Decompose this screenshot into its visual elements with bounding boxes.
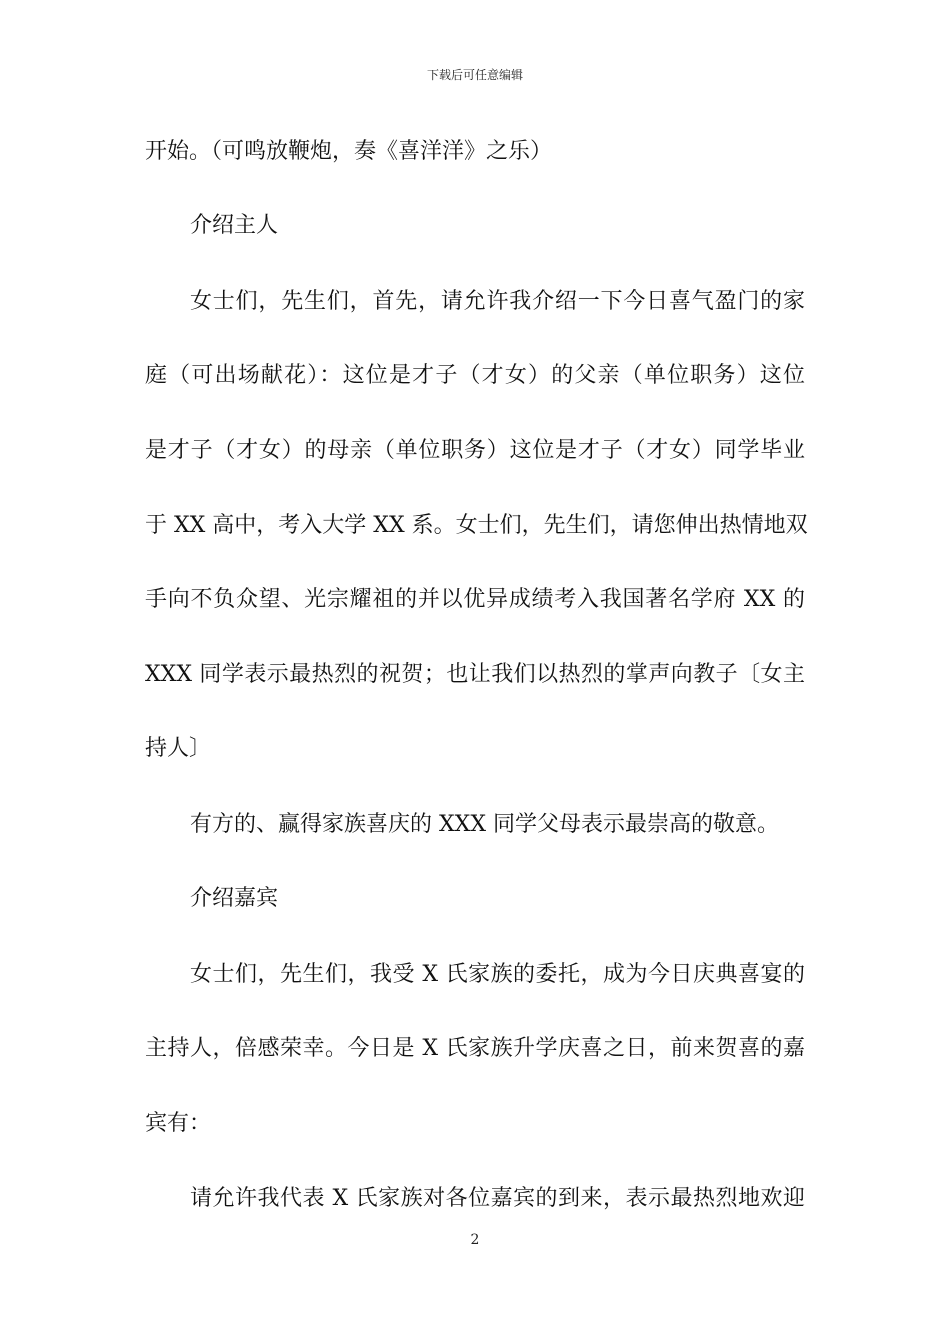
text-line: XXX 同学表示最热烈的祝贺；也让我们以热烈的掌声向教子〔女主 <box>145 662 805 687</box>
text-line: 于 XX 高中，考入大学 XX 系。女士们，先生们，请您伸出热情地双 <box>145 513 808 538</box>
text-line: 宾有： <box>145 1111 212 1136</box>
text-line: 女士们，先生们，我受 X 氏家族的委托，成为今日庆典喜宴的 <box>190 962 805 987</box>
text-line: 是才子（才女）的母亲（单位职务）这位是才子（才女）同学毕业 <box>145 438 805 463</box>
page-header: 下载后可任意编辑 <box>426 68 523 82</box>
page-number: 2 <box>470 1232 480 1248</box>
text-line: 手向不负众望、光宗耀祖的并以优异成绩考入我国著名学府 XX 的 <box>145 587 805 612</box>
text-line: 女士们，先生们，首先，请允许我介绍一下今日喜气盈门的家 <box>190 289 805 314</box>
text-line: 开始。（可鸣放鞭炮，奏《喜洋洋》之乐） <box>145 139 553 164</box>
text-line: 主持人，倍感荣幸。今日是 X 氏家族升学庆喜之日，前来贺喜的嘉 <box>145 1036 805 1061</box>
text-line: 庭（可出场献花）：这位是才子（才女）的父亲（单位职务）这位 <box>145 363 805 388</box>
section-heading: 介绍嘉宾 <box>190 886 279 911</box>
text-line: 持人〕 <box>145 736 212 761</box>
text-line: 请允许我代表 X 氏家族对各位嘉宾的到来，表示最热烈地欢迎 <box>190 1186 805 1211</box>
section-heading: 介绍主人 <box>190 213 279 238</box>
text-line: 有方的、赢得家族喜庆的 XXX 同学父母表示最崇高的敬意。 <box>190 812 779 837</box>
